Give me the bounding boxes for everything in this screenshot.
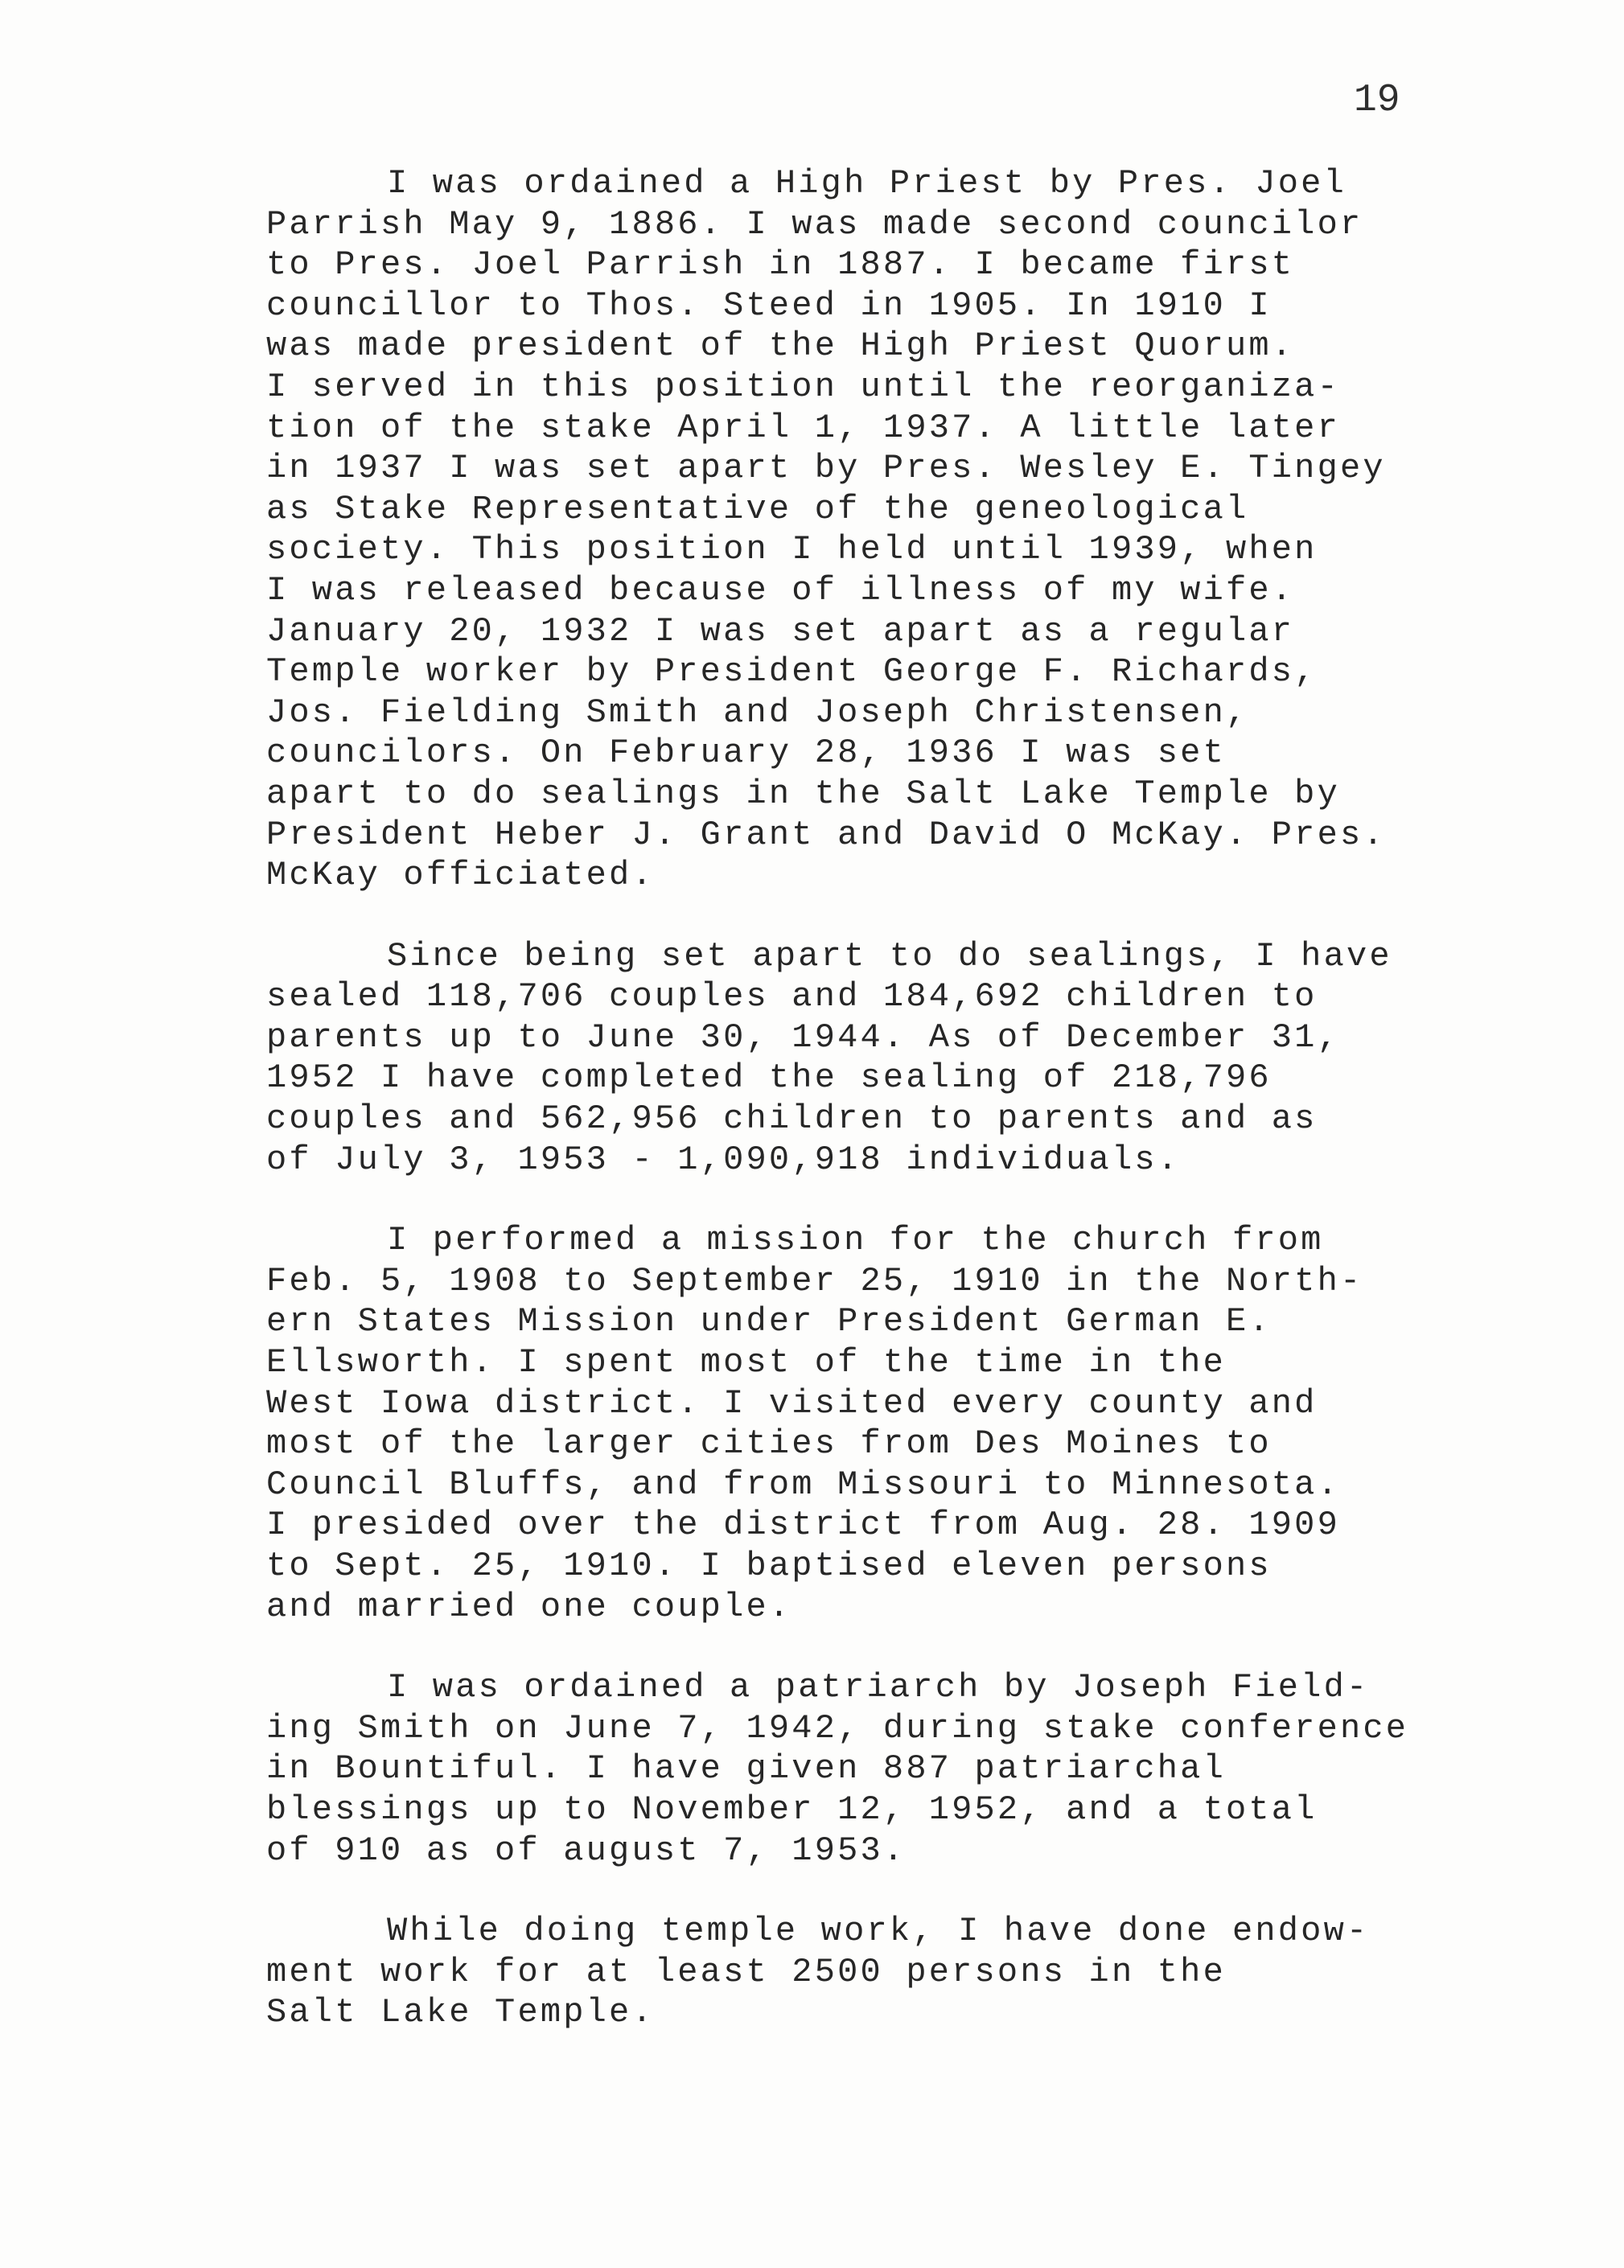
paragraph-line: Council Bluffs, and from Missouri to Minnesota. xyxy=(266,1465,1340,1504)
paragraph-line: I presided over the district from Aug. 28. 1909 xyxy=(266,1506,1340,1545)
paragraph-line: While doing temple work, I have done endow- xyxy=(387,1912,1370,1951)
paragraph-line: I served in this position until the reorganiza- xyxy=(266,367,1340,406)
paragraph-line: blessings up to November 12, 1952, and a total xyxy=(266,1789,1318,1829)
paragraph-line: ern States Mission under President German E. xyxy=(266,1302,1272,1341)
paragraph-line: in Bountiful. I have given 887 patriarchal xyxy=(266,1749,1226,1789)
paragraph-line: to Sept. 25, 1910. I baptised eleven persons xyxy=(266,1547,1272,1585)
page-number: 19 xyxy=(1354,79,1400,122)
paragraph-line: McKay officiated. xyxy=(266,856,655,895)
paragraph-line: councillor to Thos. Steed in 1905. In 1910 I xyxy=(266,286,1272,325)
paragraph-patriarch xyxy=(266,1667,1473,1871)
paragraph-mission xyxy=(266,1220,1473,1627)
paragraph-line: Jos. Fielding Smith and Joseph Christensen, xyxy=(266,692,1249,732)
paragraph-line: of 910 as of august 7, 1953. xyxy=(266,1830,907,1870)
paragraph-line: Temple worker by President George F. Richards, xyxy=(266,652,1318,692)
paragraph-line: January 20, 1932 I was set apart as a regular xyxy=(266,611,1295,651)
paragraph-line: Feb. 5, 1908 to September 25, 1910 in the North- xyxy=(266,1261,1363,1300)
paragraph-line: Salt Lake Temple. xyxy=(266,1993,655,2032)
paragraph-line: I was ordained a patriarch by Joseph Field- xyxy=(387,1668,1370,1707)
paragraph-line: councilors. On February 28, 1936 I was set xyxy=(266,733,1226,773)
paragraph-line: sealed 118,706 couples and 184,692 children to xyxy=(266,977,1318,1017)
paragraph-line: to Pres. Joel Parrish in 1887. I became first xyxy=(266,245,1295,285)
paragraph-line: Since being set apart to do sealings, I have xyxy=(387,936,1392,976)
paragraph-line: couples and 562,956 children to parents and as xyxy=(266,1099,1318,1139)
paragraph-line: Ellsworth. I spent most of the time in the xyxy=(266,1343,1226,1383)
paragraph-line: West Iowa district. I visited every county and xyxy=(266,1383,1318,1423)
paragraph-high-priest xyxy=(266,163,1473,896)
paragraph-line: as Stake Representative of the geneological xyxy=(266,489,1249,528)
paragraph-line: most of the larger cities from Des Moines to xyxy=(266,1424,1272,1464)
paragraph-line: of July 3, 1953 - 1,090,918 individuals. xyxy=(266,1140,1181,1179)
paragraph-line: parents up to June 30, 1944. As of December 31, xyxy=(266,1017,1340,1057)
paragraph-line: I performed a mission for the church from xyxy=(387,1221,1324,1260)
paragraph-line: was made president of the High Priest Quorum. xyxy=(266,327,1295,366)
paragraph-line: in 1937 I was set apart by Pres. Wesley E. Tingey xyxy=(266,449,1386,488)
paragraph-line: I was released because of illness of my wife. xyxy=(266,570,1295,610)
paragraph-line: tion of the stake April 1, 1937. A little later xyxy=(266,408,1340,447)
paragraph-line: and married one couple. xyxy=(266,1587,792,1626)
paragraph-sealings xyxy=(266,936,1473,1181)
paragraph-line: I was ordained a High Priest by Pres. Joel xyxy=(387,164,1346,203)
paragraph-line: President Heber J. Grant and David O McKay. Pres. xyxy=(266,815,1386,854)
paragraph-line: society. This position I held until 1939, when xyxy=(266,530,1318,569)
paragraph-line: apart to do sealings in the Salt Lake Temple by xyxy=(266,774,1340,813)
paragraph-endowment xyxy=(266,1911,1473,2033)
paragraph-line: ing Smith on June 7, 1942, during stake conference xyxy=(266,1708,1409,1748)
paragraph-line: 1952 I have completed the sealing of 218,796 xyxy=(266,1058,1272,1098)
paragraph-line: Parrish May 9, 1886. I was made second councilor xyxy=(266,204,1363,244)
body-text xyxy=(266,163,1473,2073)
paragraph-line: ment work for at least 2500 persons in the xyxy=(266,1952,1226,1991)
